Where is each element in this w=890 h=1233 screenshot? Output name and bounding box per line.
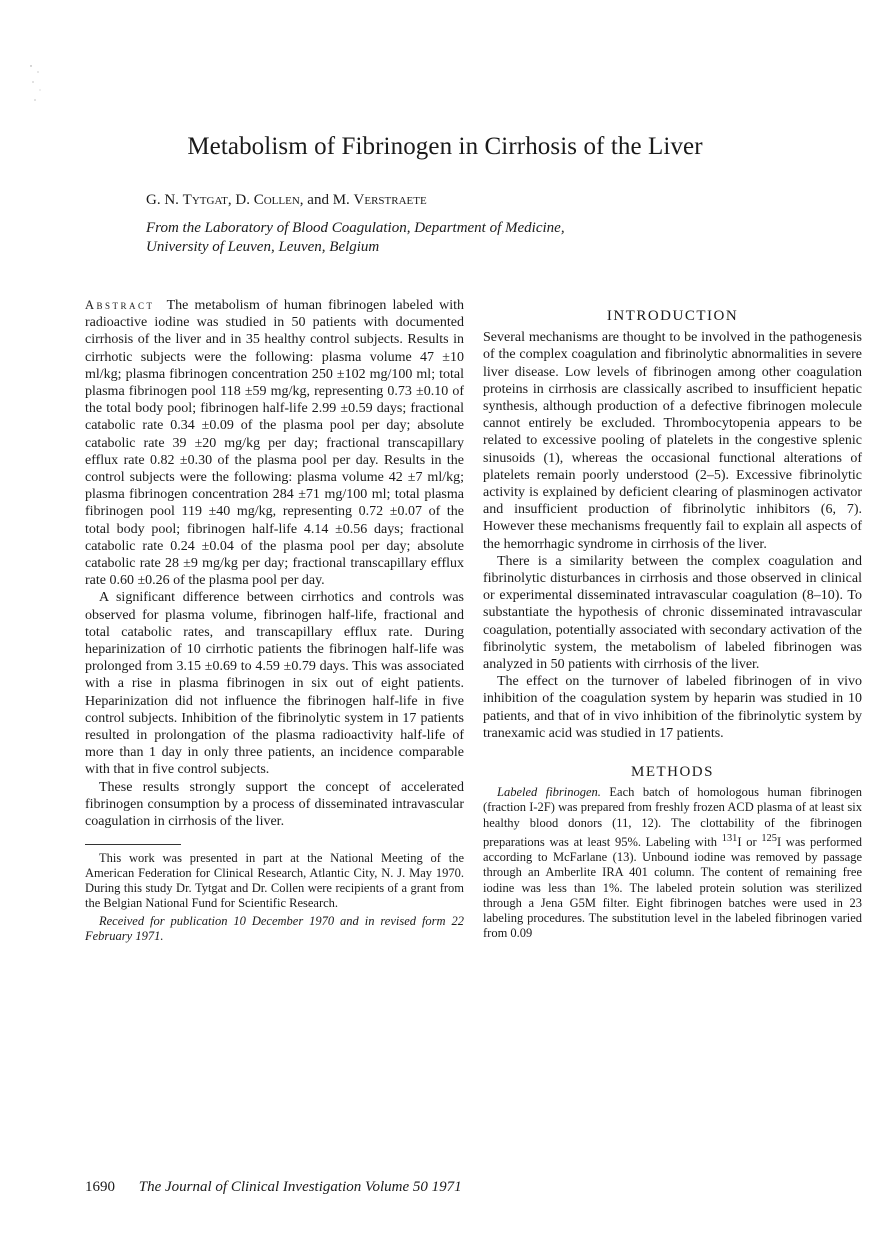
affiliation (146, 219, 565, 257)
journal-citation: The Journal of Clinical Investigation Volume 50 1971 (138, 1179, 462, 1195)
methods-text-a: Each batch of homologous human fibrinogen (fraction I-2F) was prepared from freshly frozen ACD plasma of at least six healthy blood donors (11, 12). The clottability of the fibrinogen preparations was at least 95%. Labeling with (483, 785, 862, 850)
isotope-131: 131 (721, 832, 738, 844)
scan-specks (28, 62, 46, 112)
footnote-divider (85, 844, 181, 845)
right-column (483, 308, 862, 941)
introduction-paragraph-1: Several mechanisms are thought to be involved in the pathogenesis of the complex coagulation and fibrinolytic abnormalities in severe liver disease. Low levels of fibrinogen among other coagulation proteins in cirrhosis are classically ascribed to insufficient hepatic synthesis, although production of a defective fibrinogen molecule cannot entirely be excluded. Thrombocytopenia appears to be related to excessive pooling of platelets in the congestive splenic sinusoids (1), whereas the occasional functional alterations of platelets remain poorly understood (2–5). Excessive fibrinolytic activity is explained by deficient clearing of plasminogen activator and insufficient production of fibrinolytic inhibitors (6, 7). However these mechanisms frequently fail to explain all aspects of the hemorrhagic syndrome in cirrhosis of the liver. (483, 330, 862, 552)
author-initials-1: G. N. (146, 192, 183, 208)
methods-text-c: I was performed according to McFarlane (13). Unbound iodine was removed by passage through an Amberlite IRA 401 column. The content of remaining free iodine was less than 1%. The labeled protein solution was sterilized through a Jena G5M filter. Eight fibrinogen batches were used in 23 labeling procedures. The substitution level in the labeled fibrinogen varied from 0.09 (483, 835, 862, 941)
methods-run-in: Labeled fibrinogen. (497, 785, 601, 800)
introduction-heading: INTRODUCTION (606, 308, 739, 324)
page-number: 1690 (85, 1179, 115, 1195)
article-title: Metabolism of Fibrinogen in Cirrhosis of the Liver (187, 133, 703, 160)
author-separator-2: , and M. (299, 192, 354, 208)
affiliation-line-1: From the Laboratory of Blood Coagulation, Department of Medicine, (146, 220, 565, 236)
page-footer (85, 1179, 462, 1196)
methods-text-b: I or (737, 835, 762, 850)
abstract-paragraph-3: These results strongly support the concept of accelerated fibrinogen consumption by a process of disseminated intravascular coagulation in cirrhosis of the liver. (85, 779, 464, 830)
isotope-125: 125 (761, 832, 777, 844)
abstract-text-1: The metabolism of human fibrinogen labeled with radioactive iodine was studied in 50 patients with documented cirrhosis of the liver and in 35 healthy control subjects. Results in cirrhotic subjects were the following: plasma volume 47 ±10 ml/kg; plasma fibrinogen concentration 250 ±102 mg/100 ml; total plasma fibrinogen pool 118 ±59 mg/kg, representing 0.73 ±0.10 of the total body pool; fibrinogen half-life 2.99 ±0.59 days; fractional catabolic rate 0.34 ±0.09 of the plasma pool per day; absolute catabolic rate 39 ±20 mg/kg per day; fractional transcapillary efflux rate 0.82 ±0.30 of the plasma pool per day. Results in the control subjects were the following: plasma volume 42 ±7 ml/kg; plasma fibrinogen concentration 284 ±71 mg/100 ml; total plasma fibrinogen pool 119 ±40 mg/kg, representing 0.72 ±0.07 of the total body pool; fibrinogen half-life 4.14 ±0.56 days; fractional catabolic rate 0.24 ±0.04 of the plasma pool per day; absolute catabolic rate 28 ±9 mg/kg per day; fractional transcapillary efflux rate 0.60 ±0.26 of the plasma pool per day. (85, 298, 465, 589)
methods-heading: METHODS (630, 764, 714, 781)
author-verstraete: Verstraete (353, 192, 427, 208)
abstract-paragraph-1 (85, 297, 464, 589)
footnotes (85, 851, 464, 944)
introduction-paragraph-2: There is a similarity between the complex coagulation and fibrinolytic disturbances in cirrhosis and those observed in clinical or experimental disseminated intravascular coagulation (8–10). To substantiate the hypothesis of chronic disseminated intravascular coagulation, potentially associated with secondary activation of the fibrinolytic system, the metabolism of labeled fibrinogen was analyzed in 50 patients with cirrhosis of the liver. (483, 553, 862, 673)
abstract-label: Abstract (85, 298, 155, 312)
footnote-received: Received for publication 10 December 1970 and in revised form 22 February 1971. (85, 914, 464, 944)
author-separator-1: , D. (227, 192, 254, 208)
footnote-presentation: This work was presented in part at the National Meeting of the American Federation for Clinical Research, Atlantic City, N. J. May 1970. During this study Dr. Tytgat and Dr. Collen were recipients of a grant from the Belgian National Fund for Scientific Research. (85, 851, 464, 911)
introduction-paragraph-3: The effect on the turnover of labeled fibrinogen of in vivo inhibition of the coagulation system by heparin was studied in 10 patients, and that of in vivo inhibition of the fibrinolytic system by tranexamic acid was studied in 17 patients. (483, 674, 862, 741)
author-tytgat: Tytgat (182, 192, 228, 208)
left-column (85, 297, 464, 944)
methods-paragraph-1 (483, 785, 862, 941)
author-collen: Collen (253, 192, 300, 208)
abstract-paragraph-2: A significant difference between cirrhotics and controls was observed for plasma volume, fibrinogen half-life, fractional and total catabolic rates, and transcapillary efflux rate. During heparinization of 10 cirrhotic patients the fibrinogen half-life was prolonged from 3.15 ±0.69 to 4.59 ±0.79 days. This was associated with a rise in plasma fibrinogen in six out of eight patients. Heparinization did not influence the fibrinogen half-life in five control subjects. Inhibition of the fibrinolytic system in 17 patients resulted in prolongation of the plasma radioactivity half-life of more than 1 day in only three patients, an incidence comparable with that in five control subjects. (85, 590, 464, 778)
affiliation-line-2: University of Leuven, Leuven, Belgium (146, 239, 380, 255)
author-line (146, 192, 427, 209)
